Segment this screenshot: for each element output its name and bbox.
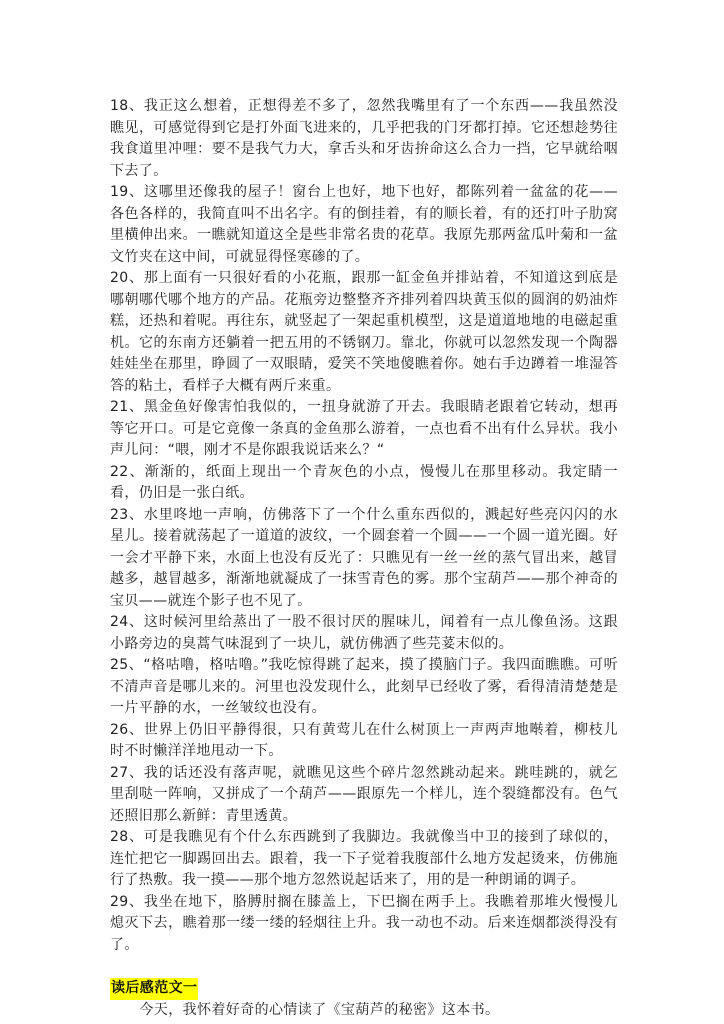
paragraph-29: 29、我坐在地下，胳膊肘搁在膝盖上，下巴搁在两手上。我瞧着那堆火慢慢儿熄灭下去，瞧着那一缕一缕的轻烟往上升。我一动也不动。后来连烟都淡得没有了。	[110, 893, 618, 953]
paragraph-28: 28、可是我瞧见有个什么东西跳到了我脚边。我就像当中卫的接到了球似的，连忙把它一脚踢回出去。跟着，我一下子觉着我腹部什么地方发起烫来，仿佛施行了热敷。我一摸——那个地方忽然说起话来了，用的是一种朗诵的调子。	[110, 829, 618, 888]
paragraph-27: 27、我的话还没有落声呢，就瞧见这些个碎片忽然跳动起来。跳哇跳的，就乞里刮哒一阵响，又拼成了一个葫芦——跟原先一个样儿，连个裂缝都没有。色气还照旧那么新鲜：青里透黄。	[110, 764, 618, 824]
paragraph-20: 20、那上面有一只很好看的小花瓶，跟那一缸金鱼并排站着，不知道这到底是哪朝哪代哪个地方的产品。花瓶旁边整整齐齐排列着四块黄玉似的圆润的奶油炸糕，还热和着呢。再往东，就竖起了一架起重机模型，这是道道地地的电磁起重机。它的东南方还躺着一把五用的不锈钢刀。靠北，你就可以忽然发现一个陶器娃娃坐在那里，睁圆了一双眼睛，爱笑不笑地傻瞧着你。她右手边蹲着一堆湿答答的粘土，看样子大概有两斤来重。	[110, 270, 618, 394]
paragraph-22: 22、渐渐的，纸面上现出一个青灰色的小点，慢慢儿在那里移动。我定睛一看，仍旧是一张白纸。	[110, 463, 618, 501]
paragraph-23: 23、水里咚地一声响，仿佛落下了一个什么重东西似的，溅起好些亮闪闪的水星儿。接着就荡起了一道道的波纹，一个圆套着一个圆——一个圆一道光圈。好一会才平静下来，水面上也没有反光了：只瞧见有一丝一丝的蒸气冒出来，越冒越多，越冒越多，渐渐地就凝成了一抹雪青色的雾。那个宝葫芦——那个神奇的宝贝——就连个影子也不见了。	[110, 506, 618, 609]
paragraph-26: 26、世界上仍旧平静得很，只有黄莺儿在什么树顶上一声两声地啭着，柳枝儿时不时懒洋洋地甩动一下。	[110, 721, 618, 759]
section-heading-wrap	[110, 978, 618, 1000]
paragraph-24: 24、这时候河里给蒸出了一股不很讨厌的腥味儿，闻着有一点儿像鱼汤。这跟小路旁边的臭蒿气味混到了一块儿，就仿佛洒了些芫荽末似的。	[110, 614, 618, 652]
section-heading: 读后感范文一	[110, 978, 198, 1000]
section-intro: 今天，我怀着好奇的心情读了《宝葫芦的秘密》这本书。	[139, 1001, 500, 1018]
paragraph-19: 19、这哪里还像我的屋子！窗台上也好，地下也好，都陈列着一盆盆的花——各色各样的，我简直叫不出名字。有的倒挂着，有的顺长着，有的还打叶子肋窝里横伸出来。一瞧就知道这全是些非常名贵的花草。我原先那两盆瓜叶菊和一盆文竹夹在这中间，可就显得怪寒碜的了。	[110, 184, 618, 265]
paragraph-18: 18、我正这么想着，正想得差不多了，忽然我嘴里有了一个东西——我虽然没瞧见，可感觉得到它是打外面飞进来的，几乎把我的门牙都打掉。它还想趁势往我食道里冲哩：要不是我气力大，拿舌头和牙齿拚命这么合力一挡，它早就给咽下去了。	[110, 98, 618, 179]
document-body	[110, 96, 618, 1021]
paragraph-21: 21、黑金鱼好像害怕我似的，一扭身就游了开去。我眼睛老跟着它转动，想再等它开口。可是它竟像一条真的金鱼那么游着，一点也看不出有什么异状。我小声儿问：“喂，刚才不是你跟我说话来么？“	[110, 399, 618, 458]
paragraph-25: 25、“格咕噜，格咕噜。”我吃惊得跳了起来，摸了摸脑门子。我四面瞧瞧。可听不清声音是哪儿来的。河里也没发现什么，此刻早已经收了雾，看得清清楚楚是一片平静的水，一丝皱纹也没有。	[110, 657, 618, 716]
